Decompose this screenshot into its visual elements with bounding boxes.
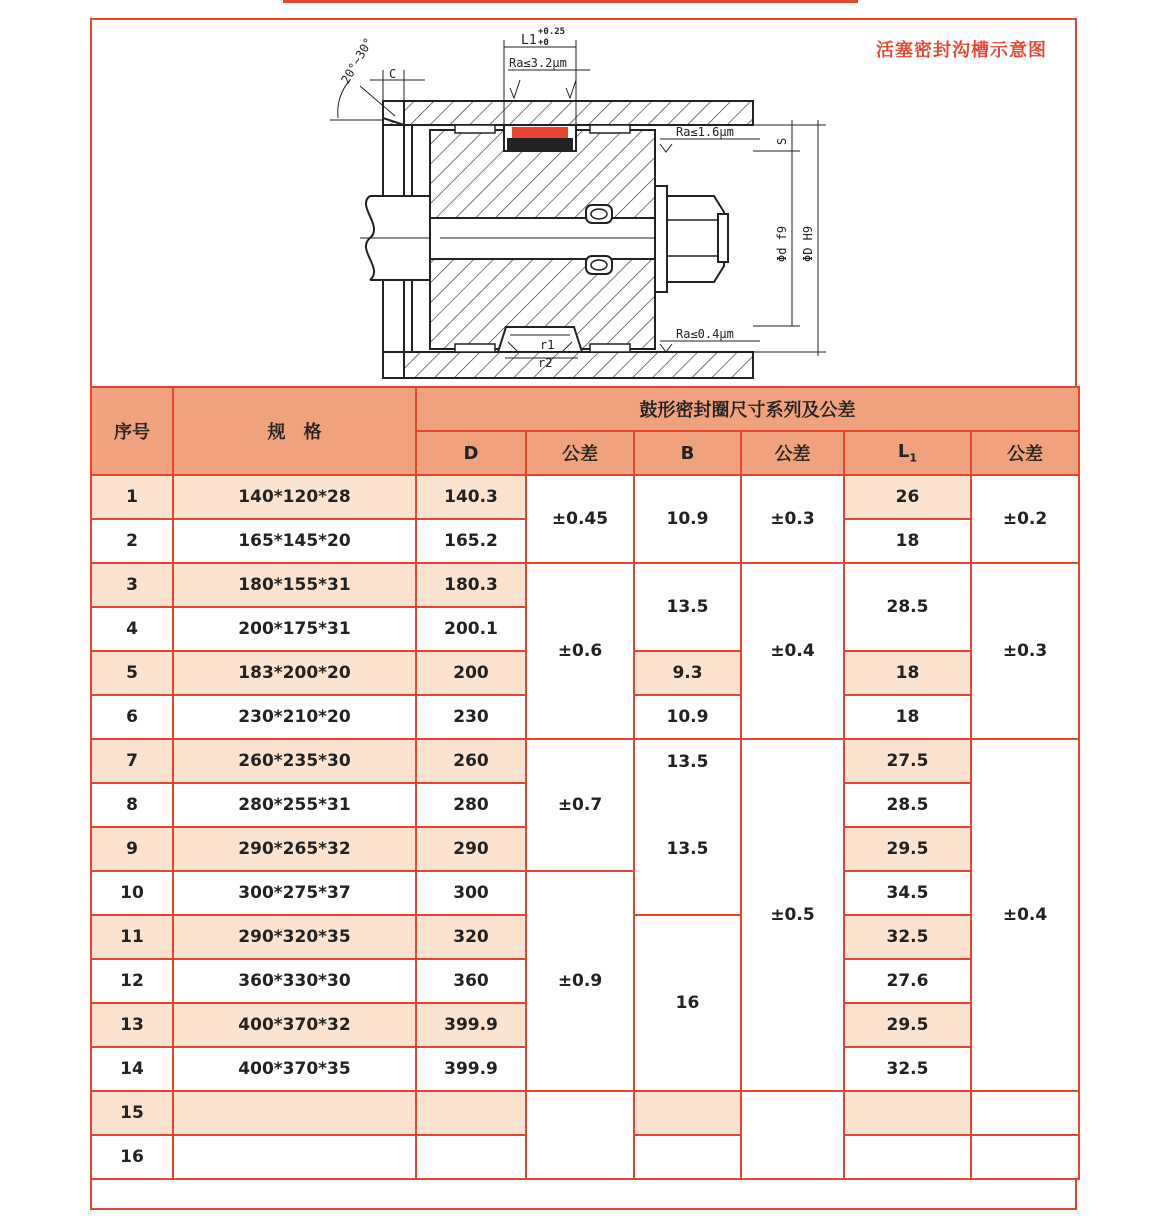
cell-D: 290 [416,827,526,871]
cell-no: 5 [91,651,173,695]
cell-D: 260 [416,739,526,783]
cell-B-tol: ±0.4 [741,563,844,739]
cell-L1: 18 [844,651,971,695]
cell-L1: 18 [844,695,971,739]
seal-top-base [507,138,573,150]
D-H9-label: ΦD H9 [801,225,815,262]
cell-D: 360 [416,959,526,1003]
cell-D-tol [526,1091,634,1179]
top-accent-bar [283,0,858,3]
cell-spec: 400*370*32 [173,1003,416,1047]
cell-L1: 26 [844,475,971,519]
cell-no: 16 [91,1135,173,1179]
cell-D-tol: ±0.6 [526,563,634,739]
cell-D: 280 [416,783,526,827]
header-L1-main: L [897,441,910,463]
cell-spec: 165*145*20 [173,519,416,563]
ra-top-label: Ra≤3.2μm [509,56,567,70]
cell-spec: 290*320*35 [173,915,416,959]
cell-no: 14 [91,1047,173,1091]
table-row [91,475,1079,519]
cell-spec: 200*175*31 [173,607,416,651]
d-f9-label: Φd f9 [775,225,789,262]
cell-B: 13.5 [634,739,741,783]
cell-D-tol: ±0.45 [526,475,634,563]
cell-L1: 29.5 [844,1003,971,1047]
cell-B: 13.5 [634,563,741,651]
cell-L1-tol: ±0.4 [971,739,1079,1091]
cell-L1: 28.5 [844,563,971,651]
cell-spec: 360*330*30 [173,959,416,1003]
cell-D: 140.3 [416,475,526,519]
cell-L1: 28.5 [844,783,971,827]
cell-spec: 300*275*37 [173,871,416,915]
cell-L1 [844,1135,971,1179]
cell-L1-tol [971,1135,1079,1179]
cell-no: 1 [91,475,173,519]
cell-spec: 290*265*32 [173,827,416,871]
cell-L1: 32.5 [844,1047,971,1091]
cell-spec: 140*120*28 [173,475,416,519]
cell-D: 399.9 [416,1003,526,1047]
cell-spec [173,1135,416,1179]
cell-L1: 29.5 [844,827,971,871]
table-row [91,563,1079,607]
seal-top-lip [512,127,568,138]
l1-label: L1 [521,33,537,48]
header-D-tol: 公差 [526,431,634,475]
cell-L1: 27.5 [844,739,971,783]
r1-label: r1 [540,338,555,352]
cell-D: 300 [416,871,526,915]
cell-spec: 183*200*20 [173,651,416,695]
cell-no: 10 [91,871,173,915]
l1-tol-lower: +0 [538,38,549,48]
header-L1-sub: 1 [909,451,918,465]
cell-L1: 18 [844,519,971,563]
cell-L1-tol: ±0.3 [971,563,1079,739]
cell-L1: 34.5 [844,871,971,915]
cell-B: 10.9 [634,695,741,739]
cell-D: 180.3 [416,563,526,607]
cell-D: 165.2 [416,519,526,563]
cell-no: 6 [91,695,173,739]
cell-spec: 260*235*30 [173,739,416,783]
cell-no: 3 [91,563,173,607]
cell-B [634,1135,741,1179]
header-D: D [416,431,526,475]
ra-right-top-label: Ra≤1.6μm [676,125,734,139]
cell-spec [173,1091,416,1135]
cell-L1: 32.5 [844,915,971,959]
cell-B-tol: ±0.3 [741,475,844,563]
cell-D: 200 [416,651,526,695]
cell-L1 [844,1091,971,1135]
piston-seal-groove-diagram [92,20,1075,386]
cell-L1-tol [971,1091,1079,1135]
cell-no: 2 [91,519,173,563]
table-row [91,739,1079,783]
cell-B [634,1091,741,1135]
diagram-title: 活塞密封沟槽示意图 [876,40,1047,61]
cell-D: 320 [416,915,526,959]
header-B: B [634,431,741,475]
cell-D [416,1091,526,1135]
header-spec: 规 格 [173,387,416,475]
header-group: 鼓形密封圈尺寸系列及公差 [416,387,1079,431]
cell-spec: 400*370*35 [173,1047,416,1091]
cell-no: 15 [91,1091,173,1135]
r2-label: r2 [538,356,553,370]
cell-no: 4 [91,607,173,651]
cell-no: 9 [91,827,173,871]
cell-L1: 27.6 [844,959,971,1003]
s-label: S [775,137,789,145]
ra-right-bottom-label: Ra≤0.4μm [676,327,734,341]
table-row [91,871,1079,915]
cell-D-tol: ±0.7 [526,739,634,871]
header-B-tol: 公差 [741,431,844,475]
cell-B: 16 [634,915,741,1091]
cell-no: 12 [91,959,173,1003]
cell-no: 7 [91,739,173,783]
cell-L1-tol: ±0.2 [971,475,1079,563]
header-seq: 序号 [91,387,173,475]
header-L1 [844,431,971,475]
cell-D: 200.1 [416,607,526,651]
cell-spec: 180*155*31 [173,563,416,607]
cell-no: 8 [91,783,173,827]
c-label: C [389,67,397,81]
cell-B: 9.3 [634,651,741,695]
table-row [91,1091,1079,1135]
cell-D-tol: ±0.9 [526,871,634,1091]
cell-B-tol: ±0.5 [741,739,844,1091]
seal-size-table [90,386,1080,1180]
cell-no: 13 [91,1003,173,1047]
l1-tol-upper: +0.25 [538,27,566,37]
cell-B: 13.5 [634,783,741,915]
barrel-bottom-wall [383,352,753,378]
cell-spec: 280*255*31 [173,783,416,827]
cell-no: 11 [91,915,173,959]
angle-label: 20°~30° [338,35,376,87]
cell-spec: 230*210*20 [173,695,416,739]
cell-D [416,1135,526,1179]
barrel-top-wall [383,101,753,125]
nut [667,196,724,282]
header-L1-tol: 公差 [971,431,1079,475]
groove-diagram-area [92,20,1075,386]
cell-D: 399.9 [416,1047,526,1091]
cell-B: 10.9 [634,475,741,563]
cell-D: 230 [416,695,526,739]
cell-B-tol [741,1091,844,1179]
